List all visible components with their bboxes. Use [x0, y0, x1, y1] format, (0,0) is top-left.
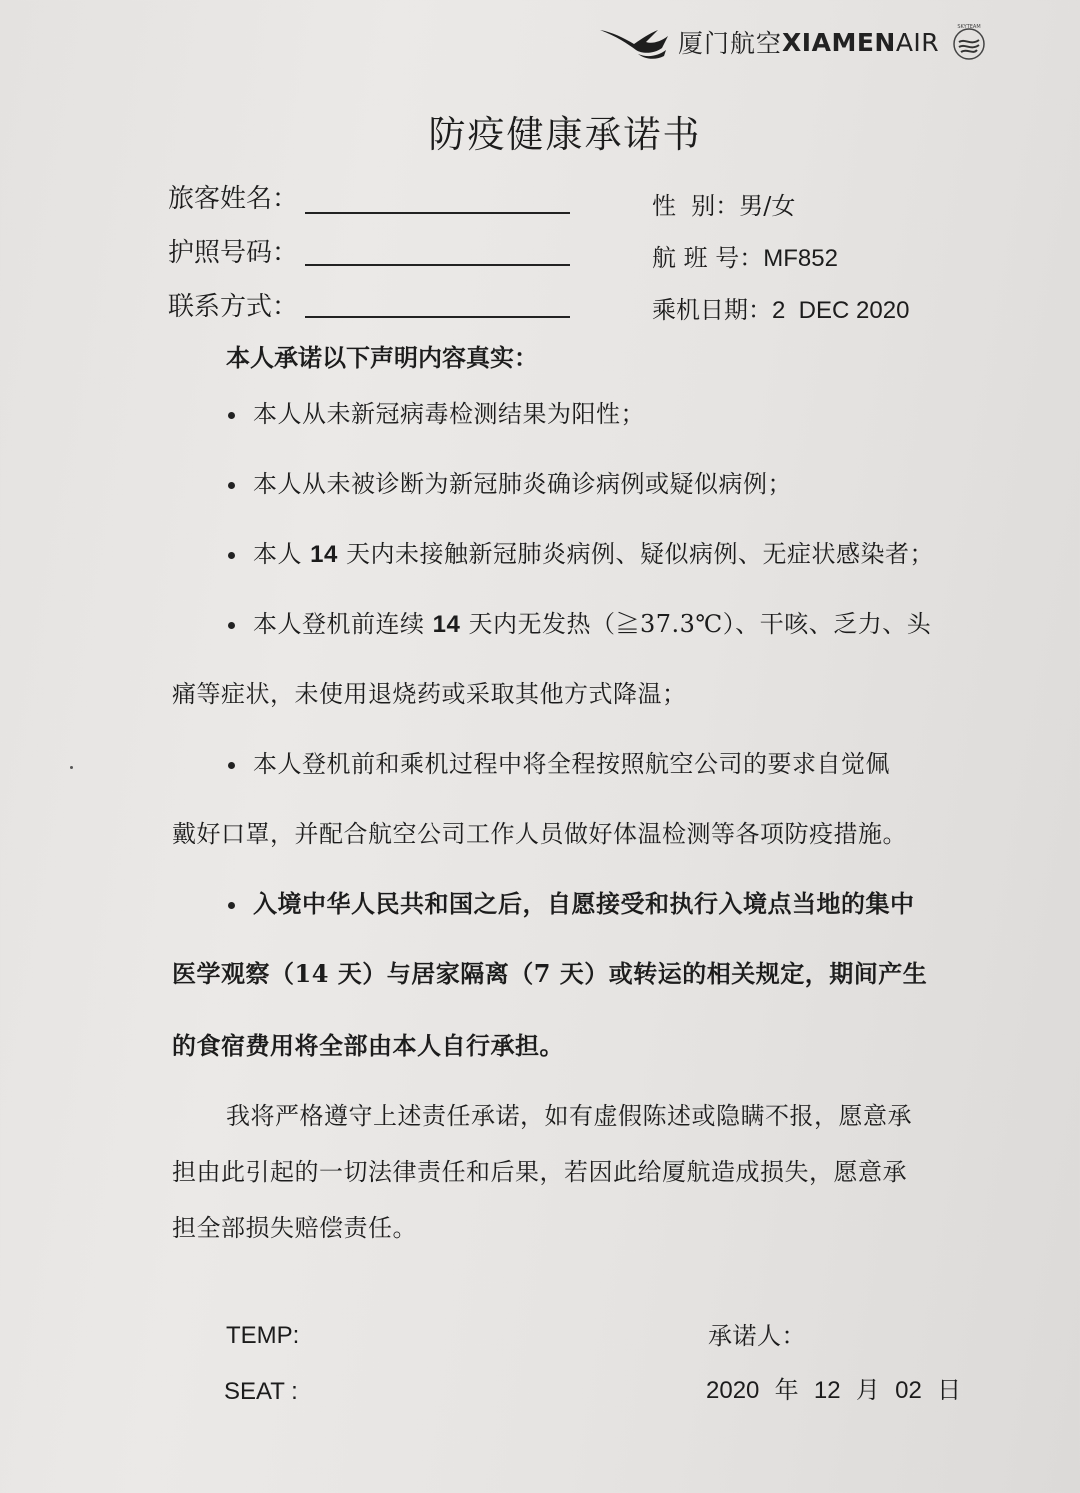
document-title: 防疫健康承诺书 [428, 113, 702, 156]
flight-number-value: MF852 [763, 245, 838, 272]
gender-row [652, 186, 795, 221]
logo-chinese-name: 厦门航空 [678, 29, 783, 58]
passenger-name-label: 旅客姓名： [168, 184, 299, 214]
gender-value: 男/女 [739, 192, 796, 220]
passport-number-label: 护照号码： [168, 238, 299, 268]
closing-line-2: 担由此引起的一切法律责任和后果，若因此给厦航造成损失，愿意承 [172, 1158, 907, 1186]
flight-number-label: 航 班 号： [652, 244, 764, 272]
closing-line-3: 担全部损失赔偿责任。 [172, 1214, 417, 1242]
statement-2: 本人从未被诊断为新冠肺炎确诊病例或疑似病例； [228, 464, 792, 499]
paper-speck [70, 766, 73, 769]
bullet-icon [228, 902, 235, 909]
statement-4-line-1: 本人登机前连续 14 天内无发热（≧37.3℃）、干咳、乏力、头 [228, 604, 931, 639]
statement-3: 本人 14 天内未接触新冠肺炎病例、疑似病例、无症状感染者； [228, 534, 934, 569]
gender-label: 性 别： [652, 192, 740, 220]
statement-4-line-2: 痛等症状，未使用退烧药或采取其他方式降温； [172, 680, 687, 708]
bullet-icon [228, 412, 235, 419]
statement-5-line-1: 本人登机前和乘机过程中将全程按照航空公司的要求自觉佩 [228, 744, 890, 779]
closing-line-1: 我将严格遵守上述责任承诺，如有虚假陈述或隐瞒不报，愿意承 [226, 1102, 912, 1130]
statement-6-line-1: 入境中华人民共和国之后，自愿接受和执行入境点当地的集中 [228, 884, 915, 919]
flight-date-row [652, 290, 909, 325]
airline-logo [598, 22, 989, 62]
statement-6-line-3: 的食宿费用将全部由本人自行承担。 [172, 1031, 564, 1060]
seat-label: SEAT : [224, 1378, 298, 1405]
logo-english-name: XIAMENAIR [782, 27, 940, 57]
skyteam-logo-icon [949, 22, 989, 62]
xiamenair-egret-logo-icon [598, 24, 670, 60]
signer-label: 承诺人： [708, 1322, 806, 1350]
statement-intro: 本人承诺以下声明内容真实： [226, 343, 538, 372]
statement-5-line-2: 戴好口罩，并配合航空公司工作人员做好体温检测等各项防疫措施。 [172, 820, 907, 848]
flight-date-value: 2 DEC 2020 [772, 297, 910, 324]
passport-number-field[interactable] [305, 264, 570, 266]
svg-text:SKYTEAM: SKYTEAM [957, 24, 981, 30]
statement-6-line-2: 医学观察（14 天）与居家隔离（7 天）或转运的相关规定，期间产生 [172, 959, 928, 988]
passenger-name-field[interactable] [305, 212, 570, 214]
bullet-icon [228, 762, 235, 769]
temp-label: TEMP: [226, 1322, 300, 1349]
contact-field[interactable] [305, 316, 570, 318]
bullet-icon [228, 552, 235, 559]
signing-date: 2020 年 12 月 02 日 [706, 1376, 962, 1404]
flight-date-label: 乘机日期： [652, 296, 772, 324]
flight-number-row [652, 238, 838, 273]
statement-1: 本人从未新冠病毒检测结果为阳性； [228, 394, 645, 429]
contact-label: 联系方式： [168, 292, 299, 322]
bullet-icon [228, 622, 235, 629]
bullet-icon [228, 482, 235, 489]
